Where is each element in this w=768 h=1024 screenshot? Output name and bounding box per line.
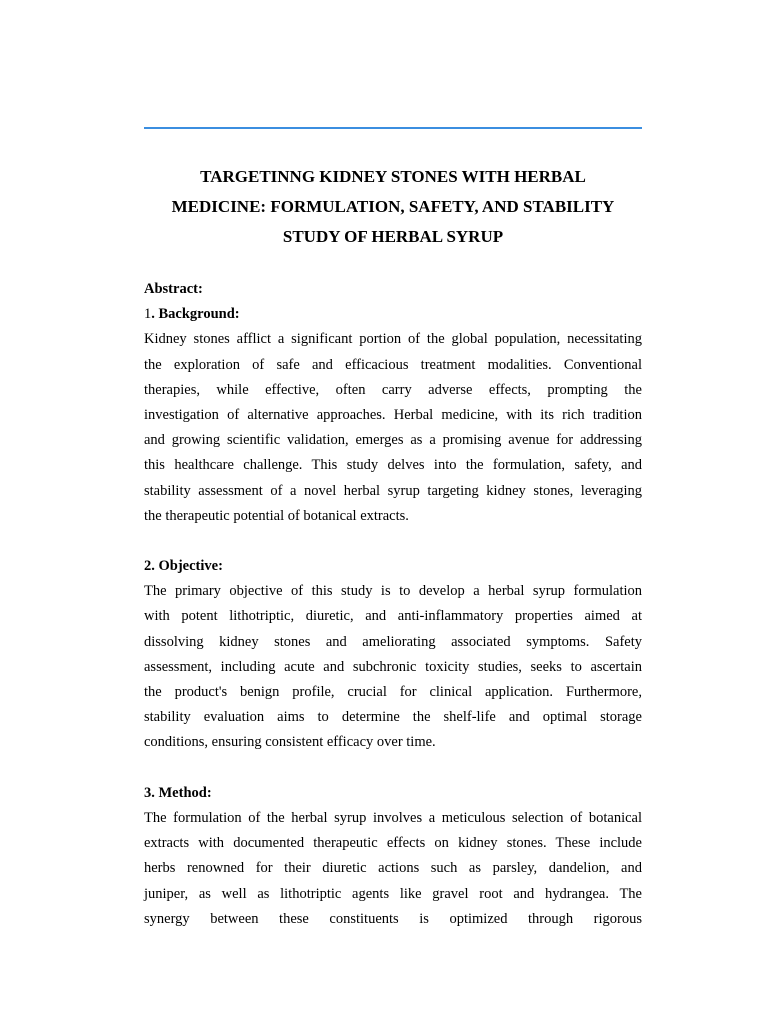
abstract-heading: Abstract: xyxy=(144,281,203,297)
paragraph-line: The primary objective of this study is to develop a herbal syrup formulation xyxy=(144,583,642,600)
paragraph-line: conditions, ensuring consistent efficacy over time. xyxy=(144,734,436,751)
paragraph-line: juniper, as well as lithotriptic agents like gravel root and hydrangea. The xyxy=(144,885,642,902)
paragraph-line: stability evaluation aims to determine the shelf-life and optimal storage xyxy=(144,709,642,726)
section-spacer xyxy=(144,529,642,554)
paragraph-line: with potent lithotriptic, diuretic, and anti-inflammatory properties aimed at xyxy=(144,608,642,625)
section-spacer xyxy=(144,756,642,781)
paragraph-line: Kidney stones afflict a significant portion of the global population, necessitating xyxy=(144,331,642,348)
paragraph-line: dissolving kidney stones and ameliorating associated symptoms. Safety xyxy=(144,633,642,650)
section-heading-objective: 2. Objective: xyxy=(144,558,223,575)
paragraph-line: this healthcare challenge. This study delves into the formulation, safety, and xyxy=(144,457,642,474)
background-paragraph xyxy=(144,327,642,529)
header-rule xyxy=(144,127,642,129)
section-heading-text: . Background: xyxy=(151,306,240,323)
paragraph-line: synergy between these constituents is optimized through rigorous xyxy=(144,910,642,927)
paragraph-line: stability assessment of a novel herbal syrup targeting kidney stones, leveraging xyxy=(144,482,642,499)
paragraph-line: The formulation of the herbal syrup involves a meticulous selection of botanical xyxy=(144,809,642,826)
paragraph-line: herbs renowned for their diuretic actions such as parsley, dandelion, and xyxy=(144,860,642,877)
title-line: MEDICINE: FORMULATION, SAFETY, AND STABILITY xyxy=(171,197,615,216)
paragraph-line: therapies, while effective, often carry adverse effects, prompting the xyxy=(144,381,642,398)
section-heading-background xyxy=(144,302,642,327)
paper-title xyxy=(144,162,642,252)
paragraph-line: the product's benign profile, crucial for clinical application. Furthermore, xyxy=(144,684,642,700)
paragraph-line: the exploration of safe and efficacious treatment modalities. Conventional xyxy=(144,356,642,373)
objective-paragraph xyxy=(144,579,642,755)
paragraph-line: and growing scientific validation, emerges as a promising avenue for addressing xyxy=(144,432,642,449)
paragraph-line: assessment, including acute and subchronic toxicity studies, seeks to ascertain xyxy=(144,658,642,675)
method-paragraph xyxy=(144,806,642,932)
title-line: TARGETINNG KIDNEY STONES WITH HERBAL xyxy=(200,167,586,186)
paragraph-line: the therapeutic potential of botanical extracts. xyxy=(144,507,409,524)
paragraph-line: investigation of alternative approaches. Herbal medicine, with its rich tradition xyxy=(144,406,642,423)
section-number: 1 xyxy=(144,306,152,323)
section-heading-method: 3. Method: xyxy=(144,784,212,801)
paragraph-line: extracts with documented therapeutic effects on kidney stones. These include xyxy=(144,835,642,852)
abstract-body xyxy=(144,277,642,932)
title-line: STUDY OF HERBAL SYRUP xyxy=(282,227,504,246)
